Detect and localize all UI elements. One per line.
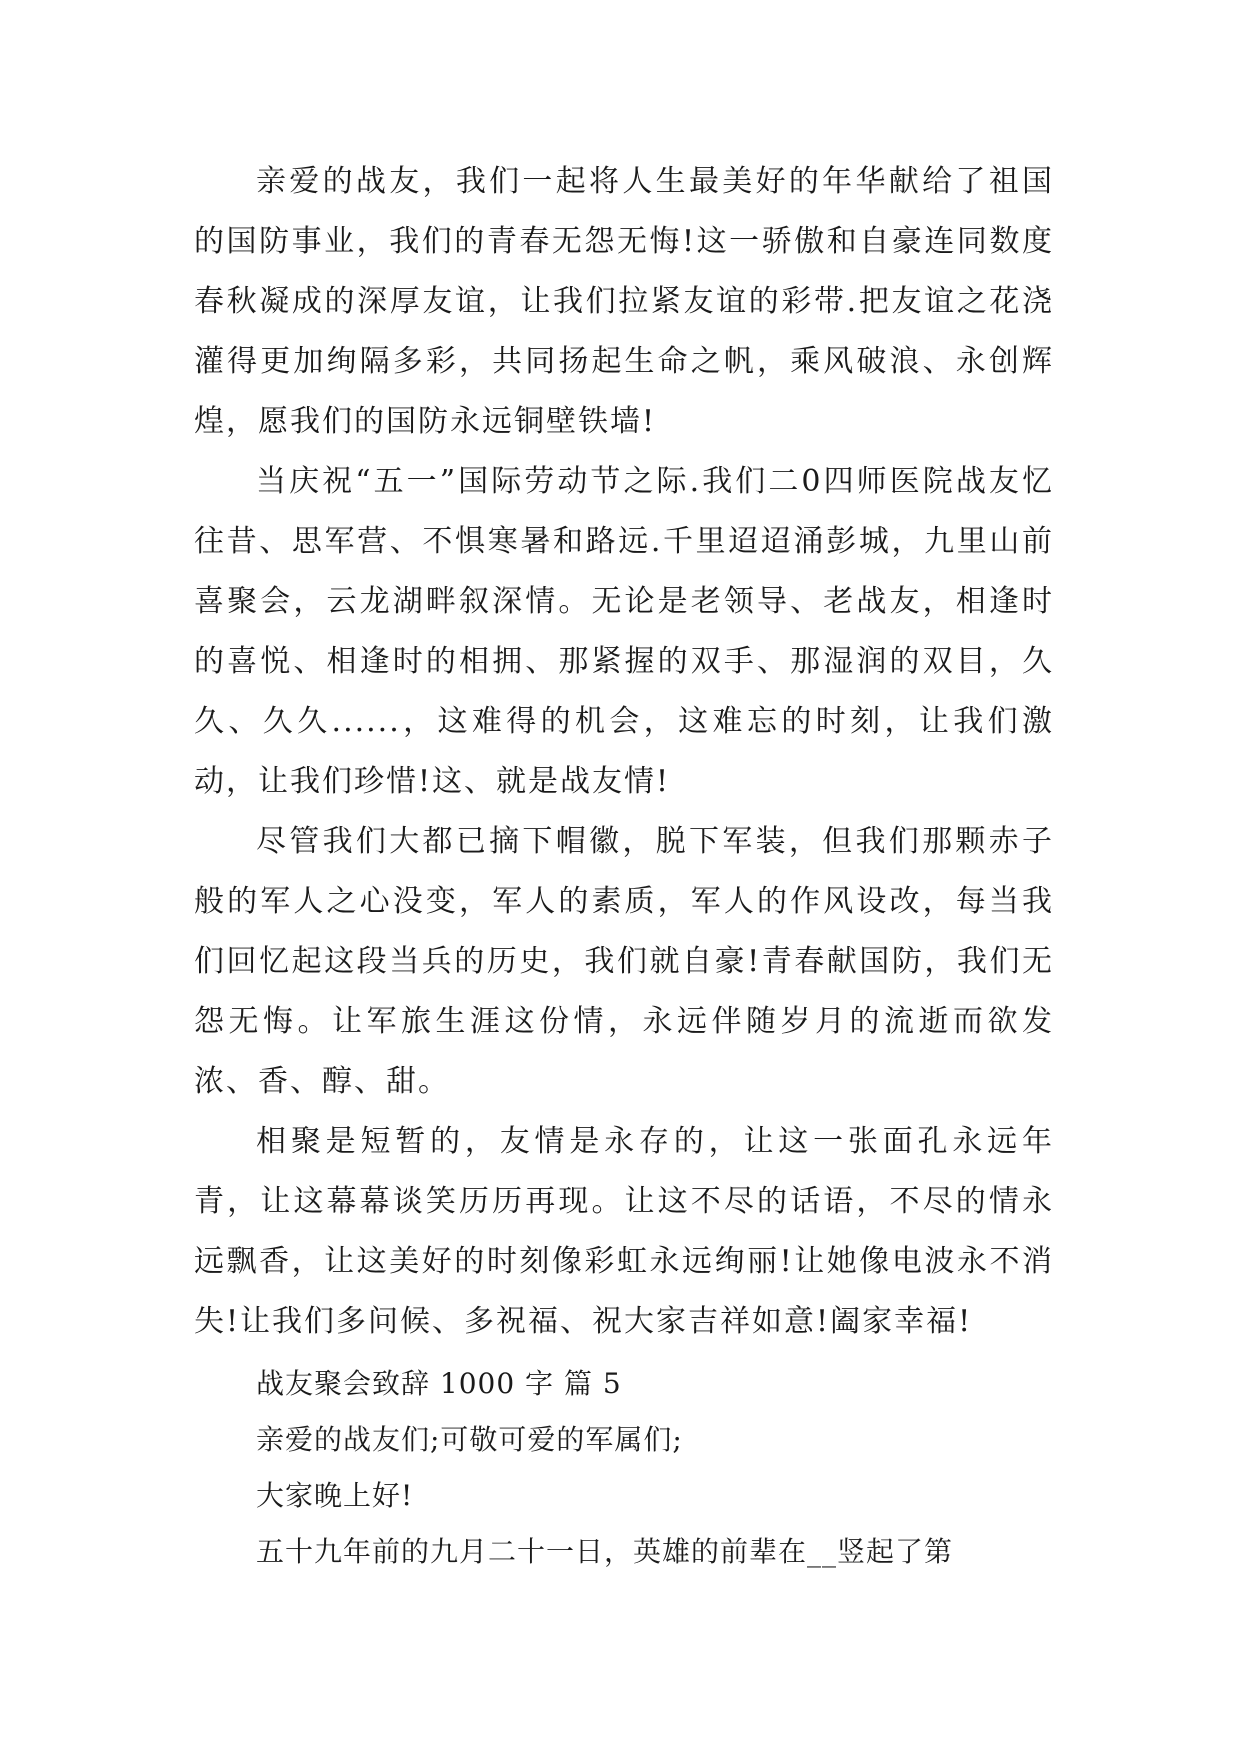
section-heading: 战友聚会致辞 1000 字 篇 5 [256,1367,622,1400]
paragraph-2: 当庆祝“五一”国际劳动节之际.我们二0四师医院战友忆往昔、思军营、不惧寒暑和路远.千里迢迢涌彭城，九里山前喜聚会，云龙湖畔叙深情。无论是老领导、老战友，相逢时的喜悦、相逢时的相拥、那紧握的双手、那湿润的双目，久久、久久......，这难得的机会，这难忘的时刻，让我们激动，让我们珍惜!这、就是战友情! [194,464,1054,799]
opening-line: 五十九年前的九月二十一日，英雄的前辈在__竖起了第 [256,1535,954,1568]
paragraph-1: 亲爱的战友，我们一起将人生最美好的年华献给了祖国的国防事业，我们的青春无怨无悔!这一骄傲和自豪连同数度春秋凝成的深厚友谊，让我们拉紧友谊的彩带.把友谊之花浇灌得更加绚隔多彩，共同扬起生命之帆，乘风破浪、永创辉煌，愿我们的国防永远铜壁铁墙! [194,164,1054,439]
salutation: 亲爱的战友们;可敬可爱的军属们; [256,1423,683,1456]
greeting: 大家晚上好! [256,1479,414,1512]
paragraph-3: 尽管我们大都已摘下帽徽，脱下军装，但我们那颗赤子般的军人之心没变，军人的素质，军人的作风设改，每当我们回忆起这段当兵的历史，我们就自豪!青春献国防，我们无怨无悔。让军旅生涯这份情，永远伴随岁月的流逝而欲发浓、香、醇、甜。 [194,824,1054,1099]
paragraph-4: 相聚是短暂的，友情是永存的，让这一张面孔永远年青，让这幕幕谈笑历历再现。让这不尽的话语，不尽的情永远飘香，让这美好的时刻像彩虹永远绚丽!让她像电波永不消失!让我们多问候、多祝福、祝大家吉祥如意!阖家幸福! [194,1124,1054,1339]
document-body [194,152,1054,1580]
